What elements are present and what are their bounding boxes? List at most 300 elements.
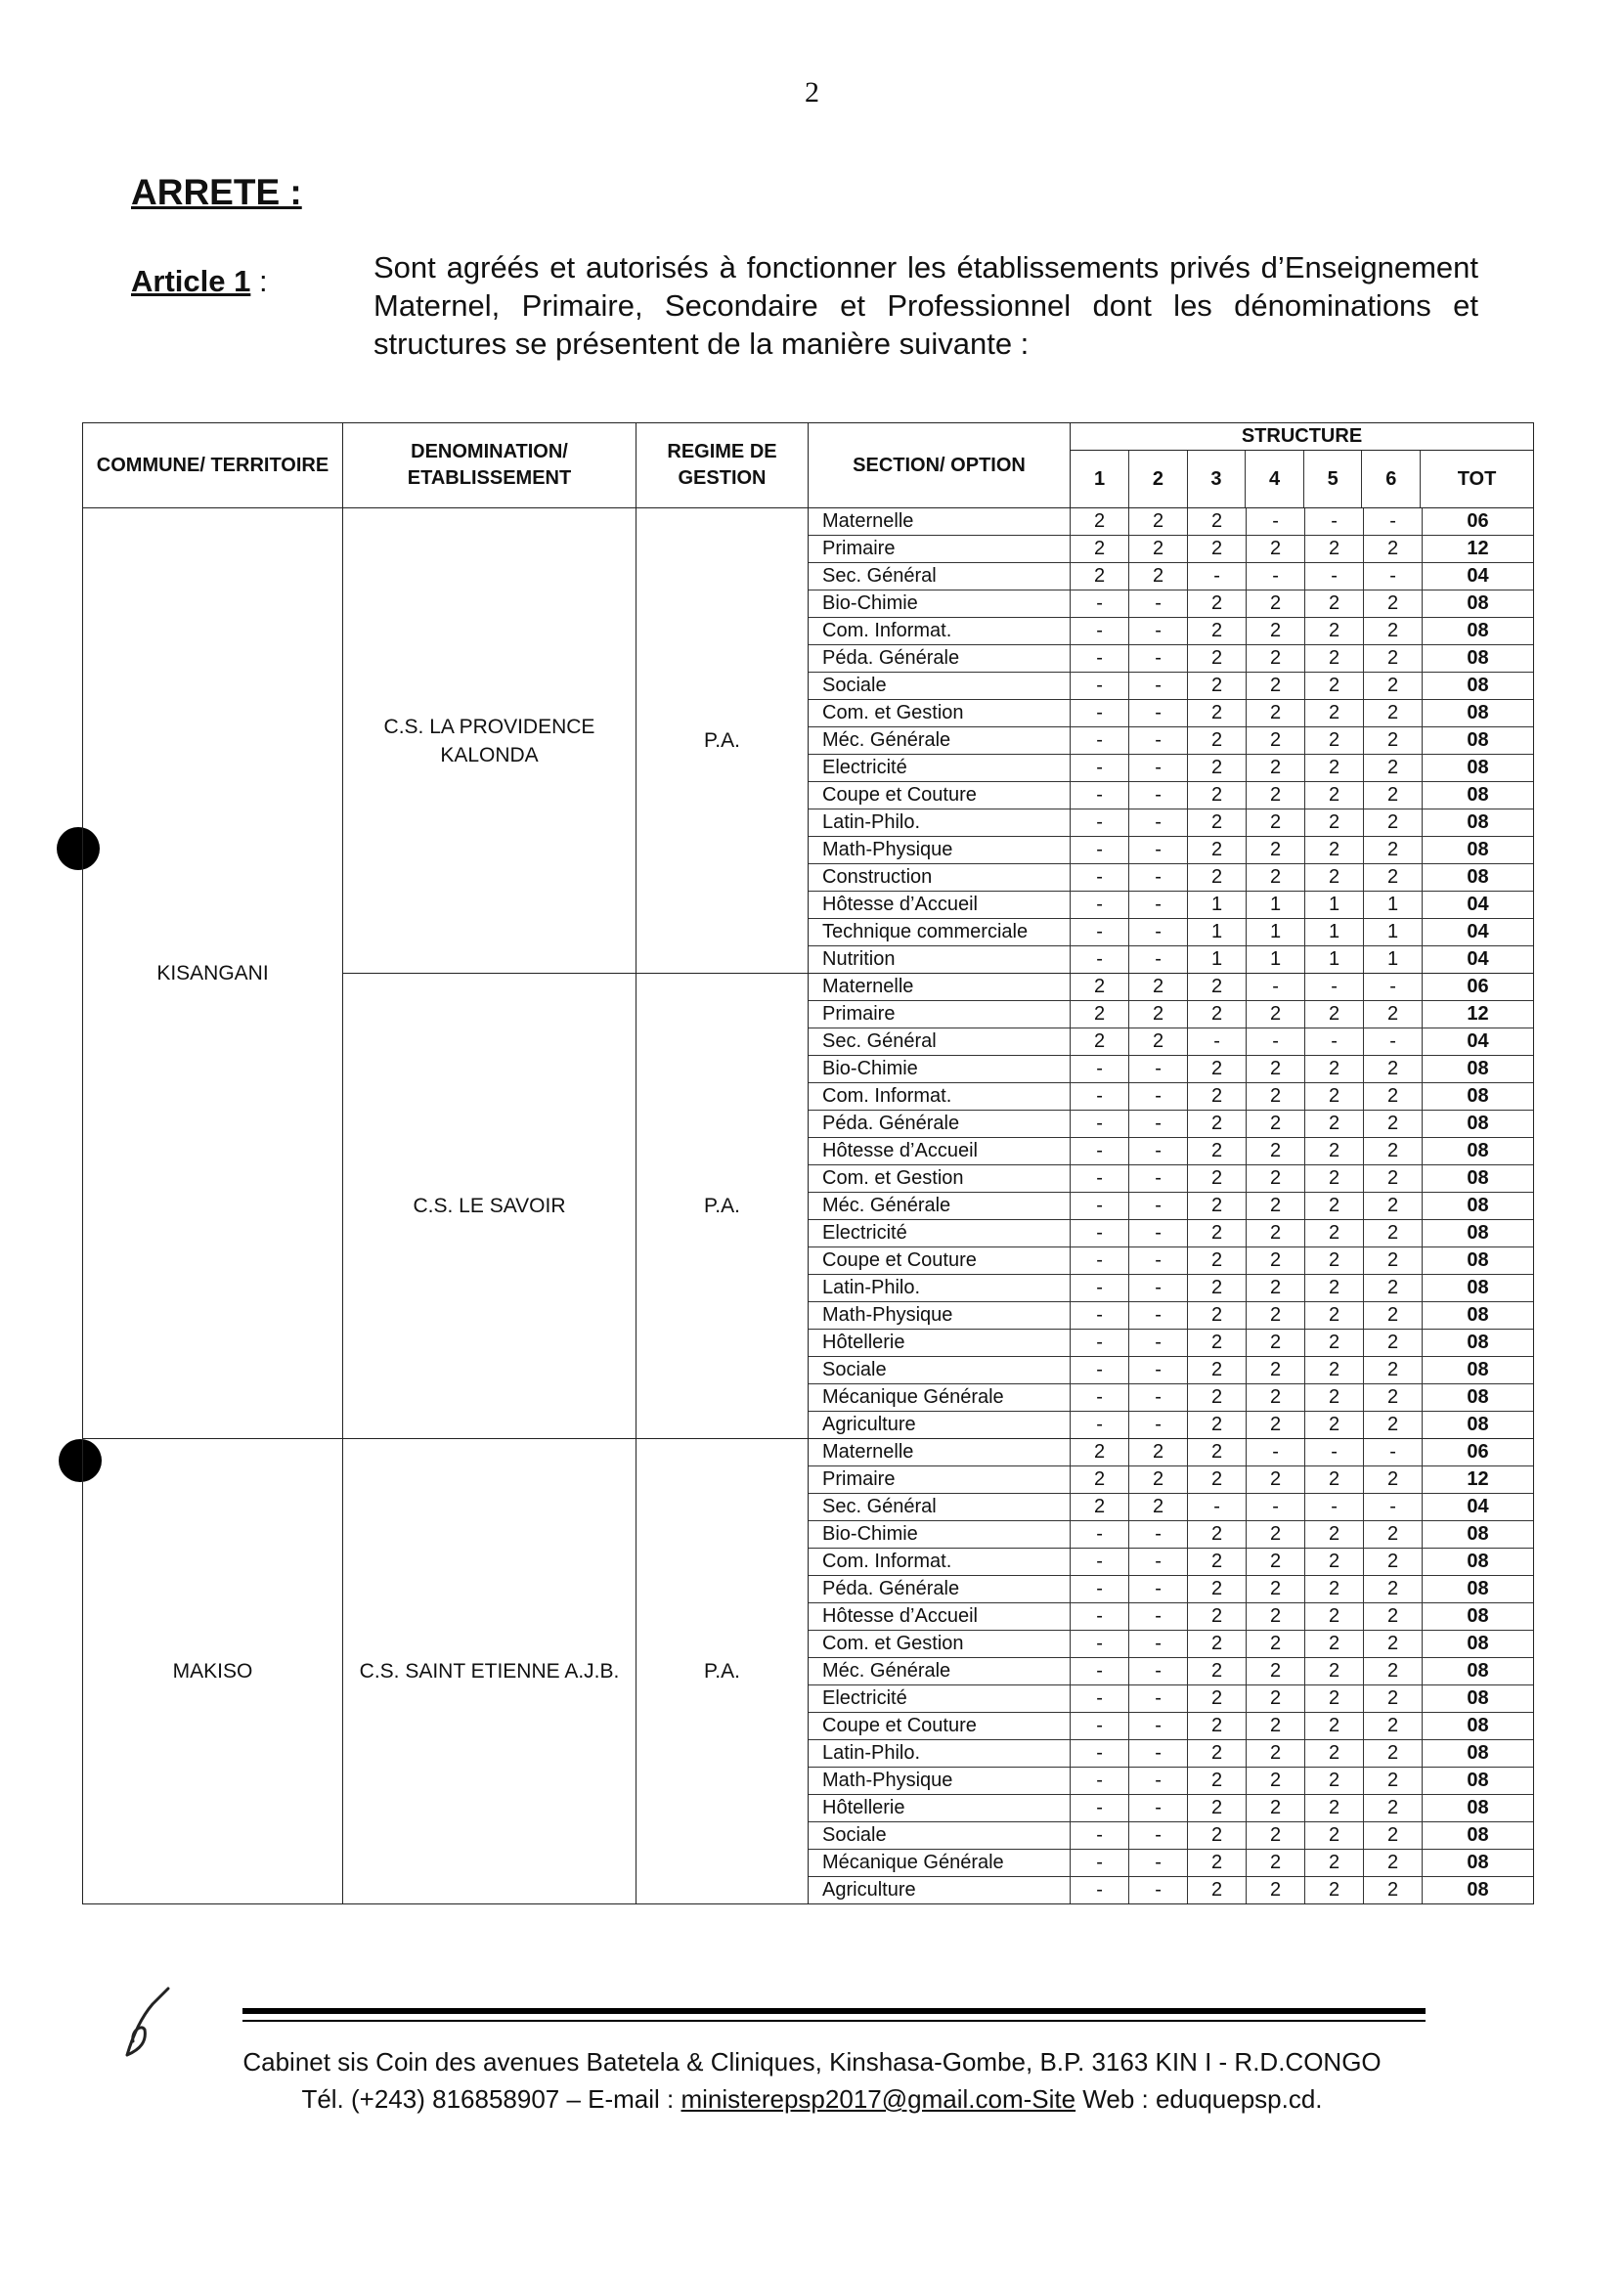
structure-total: 08 [1423, 1111, 1533, 1138]
structure-value-6: 2 [1364, 727, 1423, 755]
options-table [809, 1439, 1533, 1903]
structure-total: 08 [1423, 1220, 1533, 1247]
option-name: Agriculture [809, 1412, 1071, 1439]
option-row [809, 563, 1533, 590]
structure-value-5: 2 [1305, 727, 1364, 755]
structure-value-6: 2 [1364, 590, 1423, 618]
structure-value-1: 2 [1071, 1001, 1129, 1028]
structure-value-1: - [1071, 700, 1129, 727]
structure-value-2: - [1129, 700, 1188, 727]
option-row [809, 1247, 1533, 1275]
structure-value-5: 2 [1305, 837, 1364, 864]
structure-value-6: 2 [1364, 1412, 1423, 1439]
structure-total: 08 [1423, 809, 1533, 837]
structure-value-5: - [1305, 508, 1364, 536]
structure-value-5: 2 [1305, 1658, 1364, 1685]
structure-total: 08 [1423, 1658, 1533, 1685]
structure-total: 04 [1423, 563, 1533, 590]
structure-total: 04 [1423, 892, 1533, 919]
structure-total: 08 [1423, 1549, 1533, 1576]
structure-value-6: 2 [1364, 1549, 1423, 1576]
col-header-4: 4 [1246, 451, 1304, 507]
structure-value-3: 2 [1188, 1740, 1247, 1768]
structure-value-6: 2 [1364, 1247, 1423, 1275]
option-row [809, 1850, 1533, 1877]
structure-value-5: 2 [1305, 782, 1364, 809]
option-name: Sociale [809, 673, 1071, 700]
structure-value-4: 2 [1247, 1111, 1305, 1138]
structure-value-3: 2 [1188, 1439, 1247, 1466]
structure-total: 08 [1423, 1056, 1533, 1083]
page-number: 2 [805, 76, 819, 109]
structure-value-2: 2 [1129, 1494, 1188, 1521]
structure-value-1: - [1071, 1220, 1129, 1247]
structure-value-1: - [1071, 1384, 1129, 1412]
structure-value-2: 2 [1129, 536, 1188, 563]
structure-total: 08 [1423, 1631, 1533, 1658]
structure-value-4: - [1247, 1494, 1305, 1521]
structure-value-5: 2 [1305, 1576, 1364, 1603]
header-structure: STRUCTURE [1071, 423, 1534, 451]
option-name: Electricité [809, 1220, 1071, 1247]
structure-value-3: 2 [1188, 837, 1247, 864]
structure-value-5: 2 [1305, 673, 1364, 700]
option-row [809, 1877, 1533, 1904]
structure-value-3: 2 [1188, 1603, 1247, 1631]
structure-table-container [82, 422, 1533, 1904]
school-regime: P.A. [636, 508, 809, 974]
structure-value-4: 2 [1247, 727, 1305, 755]
structure-value-3: 2 [1188, 1330, 1247, 1357]
option-row [809, 974, 1533, 1001]
option-row [809, 864, 1533, 892]
structure-value-3: - [1188, 1494, 1247, 1521]
structure-value-2: - [1129, 1330, 1188, 1357]
structure-value-3: 2 [1188, 1056, 1247, 1083]
structure-value-5: 2 [1305, 1412, 1364, 1439]
option-row [809, 1631, 1533, 1658]
col-header-6: 6 [1362, 451, 1421, 507]
option-name: Sociale [809, 1357, 1071, 1384]
options-table [809, 508, 1533, 973]
structure-total: 06 [1423, 1439, 1533, 1466]
structure-value-2: - [1129, 864, 1188, 892]
structure-value-1: - [1071, 1685, 1129, 1713]
option-name: Latin-Philo. [809, 1275, 1071, 1302]
option-name: Com. et Gestion [809, 1165, 1071, 1193]
structure-value-5: 2 [1305, 1822, 1364, 1850]
structure-value-5: 2 [1305, 1001, 1364, 1028]
footer-email-link[interactable]: ministerepsp2017@gmail.com-Site [680, 2084, 1076, 2114]
structure-value-1: - [1071, 1603, 1129, 1631]
option-name: Electricité [809, 755, 1071, 782]
structure-total: 08 [1423, 1384, 1533, 1412]
structure-total: 08 [1423, 1768, 1533, 1795]
structure-total: 08 [1423, 1302, 1533, 1330]
option-name: Hôtesse d’Accueil [809, 1138, 1071, 1165]
structure-value-6: 2 [1364, 1111, 1423, 1138]
school-regime: P.A. [636, 1439, 809, 1904]
option-name: Com. et Gestion [809, 700, 1071, 727]
structure-value-5: 2 [1305, 1111, 1364, 1138]
structure-value-4: 2 [1247, 1165, 1305, 1193]
option-name: Com. Informat. [809, 1549, 1071, 1576]
structure-value-2: - [1129, 1822, 1188, 1850]
structure-total: 08 [1467, 1414, 1489, 1435]
option-row [809, 1275, 1533, 1302]
structure-value-1: - [1071, 727, 1129, 755]
structure-value-1: - [1071, 1357, 1129, 1384]
structure-value-4: 2 [1247, 1384, 1305, 1412]
structure-value-3: 1 [1188, 919, 1247, 946]
structure-total: 08 [1467, 1879, 1489, 1901]
structure-value-1: - [1071, 1247, 1129, 1275]
structure-total: 12 [1423, 1001, 1533, 1028]
structure-value-3: 2 [1188, 1138, 1247, 1165]
structure-value-4: 2 [1247, 1603, 1305, 1631]
school-options [809, 1439, 1534, 1904]
structure-value-4: 2 [1247, 1083, 1305, 1111]
option-name: Sec. Général [809, 563, 1071, 590]
structure-value-2: 2 [1129, 1466, 1188, 1494]
structure-value-2: - [1129, 618, 1188, 645]
structure-value-1: 2 [1071, 1028, 1129, 1056]
structure-value-2: - [1129, 1713, 1188, 1740]
option-name: Sec. Général [809, 1494, 1071, 1521]
structure-value-4: - [1247, 1439, 1305, 1466]
structure-value-5: 2 [1305, 1877, 1364, 1904]
header-regime: REGIME DE GESTION [636, 423, 809, 508]
footer-rule-thick [242, 2008, 1426, 2014]
option-name: Méc. Générale [809, 1658, 1071, 1685]
structure-value-4: 2 [1247, 590, 1305, 618]
structure-total: 08 [1423, 1165, 1533, 1193]
col-header-2: 2 [1129, 451, 1188, 507]
option-name: Math-Physique [809, 1302, 1071, 1330]
structure-value-4: 2 [1247, 864, 1305, 892]
structure-value-5: 1 [1305, 946, 1364, 974]
article-colon: : [250, 264, 268, 298]
school-options [809, 974, 1534, 1439]
option-row [809, 1658, 1533, 1685]
structure-value-5: 2 [1305, 700, 1364, 727]
option-row [809, 1111, 1533, 1138]
structure-value-4: 2 [1247, 645, 1305, 673]
option-name: Maternelle [809, 974, 1071, 1001]
structure-value-3: 2 [1188, 700, 1247, 727]
structure-value-6: 2 [1364, 1001, 1423, 1028]
structure-value-5: 2 [1305, 755, 1364, 782]
structure-value-6: 2 [1364, 1138, 1423, 1165]
structure-value-1: - [1071, 1193, 1129, 1220]
school-options [809, 508, 1534, 974]
footer-tel: Tél. (+243) 816858907 – E-mail : [301, 2084, 681, 2114]
option-name: Latin-Philo. [809, 1740, 1071, 1768]
option-row [809, 1549, 1533, 1576]
structure-value-3: 2 [1188, 1384, 1247, 1412]
structure-value-5: 2 [1305, 1193, 1364, 1220]
structure-value-4: 2 [1247, 1001, 1305, 1028]
structure-total: 08 [1423, 618, 1533, 645]
structure-value-5: 2 [1305, 1384, 1364, 1412]
structure-value-5: 2 [1305, 1466, 1364, 1494]
structure-value-2: - [1129, 1658, 1188, 1685]
structure-value-6: 2 [1364, 700, 1423, 727]
structure-value-5: 2 [1305, 1302, 1364, 1330]
option-name: Méc. Générale [809, 727, 1071, 755]
structure-value-1: - [1071, 1165, 1129, 1193]
article-label [131, 264, 268, 299]
structure-value-4: 2 [1247, 1247, 1305, 1275]
structure-value-5: 2 [1305, 1713, 1364, 1740]
structure-value-2: - [1129, 1275, 1188, 1302]
structure-value-3: 2 [1188, 974, 1247, 1001]
structure-value-5: 2 [1305, 590, 1364, 618]
structure-value-3: 1 [1188, 892, 1247, 919]
structure-value-1: - [1071, 1056, 1129, 1083]
option-name: Math-Physique [809, 1768, 1071, 1795]
structure-value-5: 2 [1305, 864, 1364, 892]
structure-value-6: 2 [1364, 809, 1423, 837]
option-row [809, 508, 1533, 536]
structure-value-3: 2 [1188, 1193, 1247, 1220]
structure-value-3: 2 [1188, 1220, 1247, 1247]
option-row [809, 1028, 1533, 1056]
structure-value-1: - [1071, 892, 1129, 919]
structure-value-6: 2 [1364, 782, 1423, 809]
structure-value-2: - [1129, 1247, 1188, 1275]
structure-value-4: 2 [1247, 1850, 1305, 1877]
structure-value-4: 2 [1247, 1685, 1305, 1713]
structure-value-3: 2 [1188, 508, 1247, 536]
option-row [809, 1713, 1533, 1740]
option-row [809, 1138, 1533, 1165]
structure-value-2: - [1129, 1412, 1188, 1439]
option-row [809, 536, 1533, 563]
structure-value-3: 2 [1188, 1658, 1247, 1685]
structure-value-6: 2 [1364, 1330, 1423, 1357]
structure-value-6: 2 [1364, 1193, 1423, 1220]
structure-value-6: 2 [1364, 1220, 1423, 1247]
structure-value-1: - [1071, 1713, 1129, 1740]
structure-value-5: 2 [1305, 1740, 1364, 1768]
option-name: Math-Physique [809, 837, 1071, 864]
option-name: Coupe et Couture [809, 782, 1071, 809]
structure-value-2: - [1129, 645, 1188, 673]
structure-value-3: 2 [1188, 590, 1247, 618]
structure-value-3: 2 [1188, 1275, 1247, 1302]
option-row [809, 1439, 1533, 1466]
structure-value-1: - [1071, 1111, 1129, 1138]
structure-value-1: - [1071, 919, 1129, 946]
option-name: Méc. Générale [809, 1193, 1071, 1220]
structure-total: 08 [1423, 1521, 1533, 1549]
structure-value-4: 2 [1247, 1877, 1305, 1904]
structure-value-4: 2 [1247, 1412, 1305, 1439]
structure-value-1: 2 [1071, 508, 1129, 536]
header-structure-cols [1071, 451, 1534, 508]
option-name: Agriculture [809, 1877, 1071, 1904]
structure-value-2: - [1129, 919, 1188, 946]
structure-value-3: 2 [1188, 1822, 1247, 1850]
col-header-tot: TOT [1457, 467, 1497, 490]
structure-value-2: - [1129, 1740, 1188, 1768]
option-row [809, 700, 1533, 727]
structure-value-4: 2 [1247, 1658, 1305, 1685]
option-row [809, 1083, 1533, 1111]
structure-value-1: - [1071, 1795, 1129, 1822]
structure-value-3: 2 [1188, 1302, 1247, 1330]
structure-value-6: 2 [1364, 1466, 1423, 1494]
structure-value-2: - [1129, 1877, 1188, 1904]
structure-total: 06 [1423, 508, 1533, 536]
structure-value-6: 2 [1364, 1165, 1423, 1193]
structure-value-3: 2 [1188, 1111, 1247, 1138]
option-row [809, 809, 1533, 837]
structure-total: 04 [1467, 948, 1489, 970]
option-row [809, 919, 1533, 946]
structure-value-2: - [1129, 837, 1188, 864]
option-name: Construction [809, 864, 1071, 892]
structure-value-4: 2 [1247, 618, 1305, 645]
option-row [809, 946, 1533, 974]
structure-value-1: - [1071, 837, 1129, 864]
structure-total: 08 [1423, 1275, 1533, 1302]
structure-value-6: 2 [1364, 1768, 1423, 1795]
structure-total: 08 [1423, 1083, 1533, 1111]
structure-value-1: - [1071, 1521, 1129, 1549]
header-section: SECTION/ OPTION [809, 423, 1071, 508]
option-name: Péda. Générale [809, 645, 1071, 673]
structure-value-2: - [1129, 809, 1188, 837]
structure-value-6: 2 [1364, 1850, 1423, 1877]
structure-value-4: 1 [1247, 946, 1305, 974]
structure-value-4: 1 [1247, 892, 1305, 919]
structure-total: 08 [1423, 1795, 1533, 1822]
structure-value-5: 2 [1305, 809, 1364, 837]
structure-value-1: - [1071, 755, 1129, 782]
structure-value-3: 2 [1188, 755, 1247, 782]
option-name: Sec. Général [809, 1028, 1071, 1056]
structure-value-4: 2 [1247, 1302, 1305, 1330]
structure-value-2: 2 [1129, 1439, 1188, 1466]
structure-total: 04 [1423, 919, 1533, 946]
structure-value-4: 2 [1247, 673, 1305, 700]
structure-value-1: - [1071, 1549, 1129, 1576]
structure-value-1: - [1071, 1740, 1129, 1768]
structure-value-3: 2 [1188, 673, 1247, 700]
structure-value-5: 2 [1305, 1138, 1364, 1165]
structure-value-1: - [1071, 618, 1129, 645]
structure-value-4: 2 [1247, 1275, 1305, 1302]
structure-value-1: 2 [1071, 563, 1129, 590]
structure-total: 08 [1423, 837, 1533, 864]
structure-value-5: 2 [1305, 1631, 1364, 1658]
option-name: Com. Informat. [809, 618, 1071, 645]
structure-total: 08 [1423, 1330, 1533, 1357]
structure-value-3: 2 [1188, 1631, 1247, 1658]
structure-value-5: 2 [1305, 1220, 1364, 1247]
option-row [809, 618, 1533, 645]
option-name: Bio-Chimie [809, 590, 1071, 618]
option-row [809, 1740, 1533, 1768]
footer-address: Cabinet sis Coin des avenues Batetela & Cliniques, Kinshasa-Gombe, B.P. 3163 KIN I - R.D.CONGO [242, 2047, 1382, 2077]
structure-value-1: - [1071, 645, 1129, 673]
structure-value-2: - [1129, 1138, 1188, 1165]
structure-total: 08 [1423, 1603, 1533, 1631]
option-name: Sociale [809, 1822, 1071, 1850]
structure-value-5: 2 [1305, 1083, 1364, 1111]
structure-total: 12 [1423, 536, 1533, 563]
structure-value-6: 2 [1364, 755, 1423, 782]
structure-value-2: - [1129, 1603, 1188, 1631]
structure-value-2: - [1129, 1521, 1188, 1549]
structure-value-3: 2 [1188, 1083, 1247, 1111]
structure-value-1: 2 [1071, 974, 1129, 1001]
option-name: Electricité [809, 1685, 1071, 1713]
structure-value-3: 2 [1188, 618, 1247, 645]
option-row [809, 1330, 1533, 1357]
option-row [809, 727, 1533, 755]
structure-value-1: - [1071, 1275, 1129, 1302]
structure-value-6: - [1364, 508, 1423, 536]
option-name: Bio-Chimie [809, 1521, 1071, 1549]
structure-value-3: 2 [1188, 536, 1247, 563]
structure-value-5: 2 [1305, 645, 1364, 673]
footer-contact [0, 2084, 1624, 2115]
structure-value-4: - [1247, 974, 1305, 1001]
structure-value-5: 2 [1305, 1521, 1364, 1549]
structure-value-6: - [1364, 974, 1423, 1001]
option-row [809, 1494, 1533, 1521]
arrete-heading: ARRETE : [131, 172, 302, 212]
structure-value-4: 2 [1247, 809, 1305, 837]
structure-value-6: - [1364, 563, 1423, 590]
option-row [809, 892, 1533, 919]
structure-value-6: 2 [1364, 1603, 1423, 1631]
option-row [809, 1165, 1533, 1193]
structure-value-5: - [1305, 1439, 1364, 1466]
structure-value-1: - [1071, 1412, 1129, 1439]
option-row [809, 673, 1533, 700]
option-row [809, 1220, 1533, 1247]
structure-value-3: 2 [1188, 1466, 1247, 1494]
structure-total: 08 [1423, 645, 1533, 673]
header-denomination: DENOMINATION/ ETABLISSEMENT [343, 423, 636, 508]
structure-value-3: 2 [1188, 1412, 1247, 1439]
structure-value-2: - [1129, 1549, 1188, 1576]
structure-value-3: 2 [1188, 1576, 1247, 1603]
structure-value-1: - [1071, 590, 1129, 618]
structure-value-6: 1 [1364, 946, 1423, 974]
structure-value-6: 2 [1364, 1685, 1423, 1713]
structure-total: 08 [1423, 1850, 1533, 1877]
structure-value-6: 2 [1364, 673, 1423, 700]
structure-total: 08 [1423, 1576, 1533, 1603]
article-number: Article 1 [131, 264, 251, 298]
option-name: Nutrition [809, 946, 1071, 974]
structure-value-5: 2 [1305, 1165, 1364, 1193]
school-row-3 [83, 1439, 1534, 1904]
structure-value-2: - [1129, 727, 1188, 755]
structure-value-4: 2 [1247, 1576, 1305, 1603]
structure-value-4: 2 [1247, 1768, 1305, 1795]
option-row [809, 1056, 1533, 1083]
structure-value-5: 1 [1305, 919, 1364, 946]
option-name: Bio-Chimie [809, 1056, 1071, 1083]
structure-value-2: 2 [1129, 1001, 1188, 1028]
option-name: Primaire [809, 536, 1071, 563]
